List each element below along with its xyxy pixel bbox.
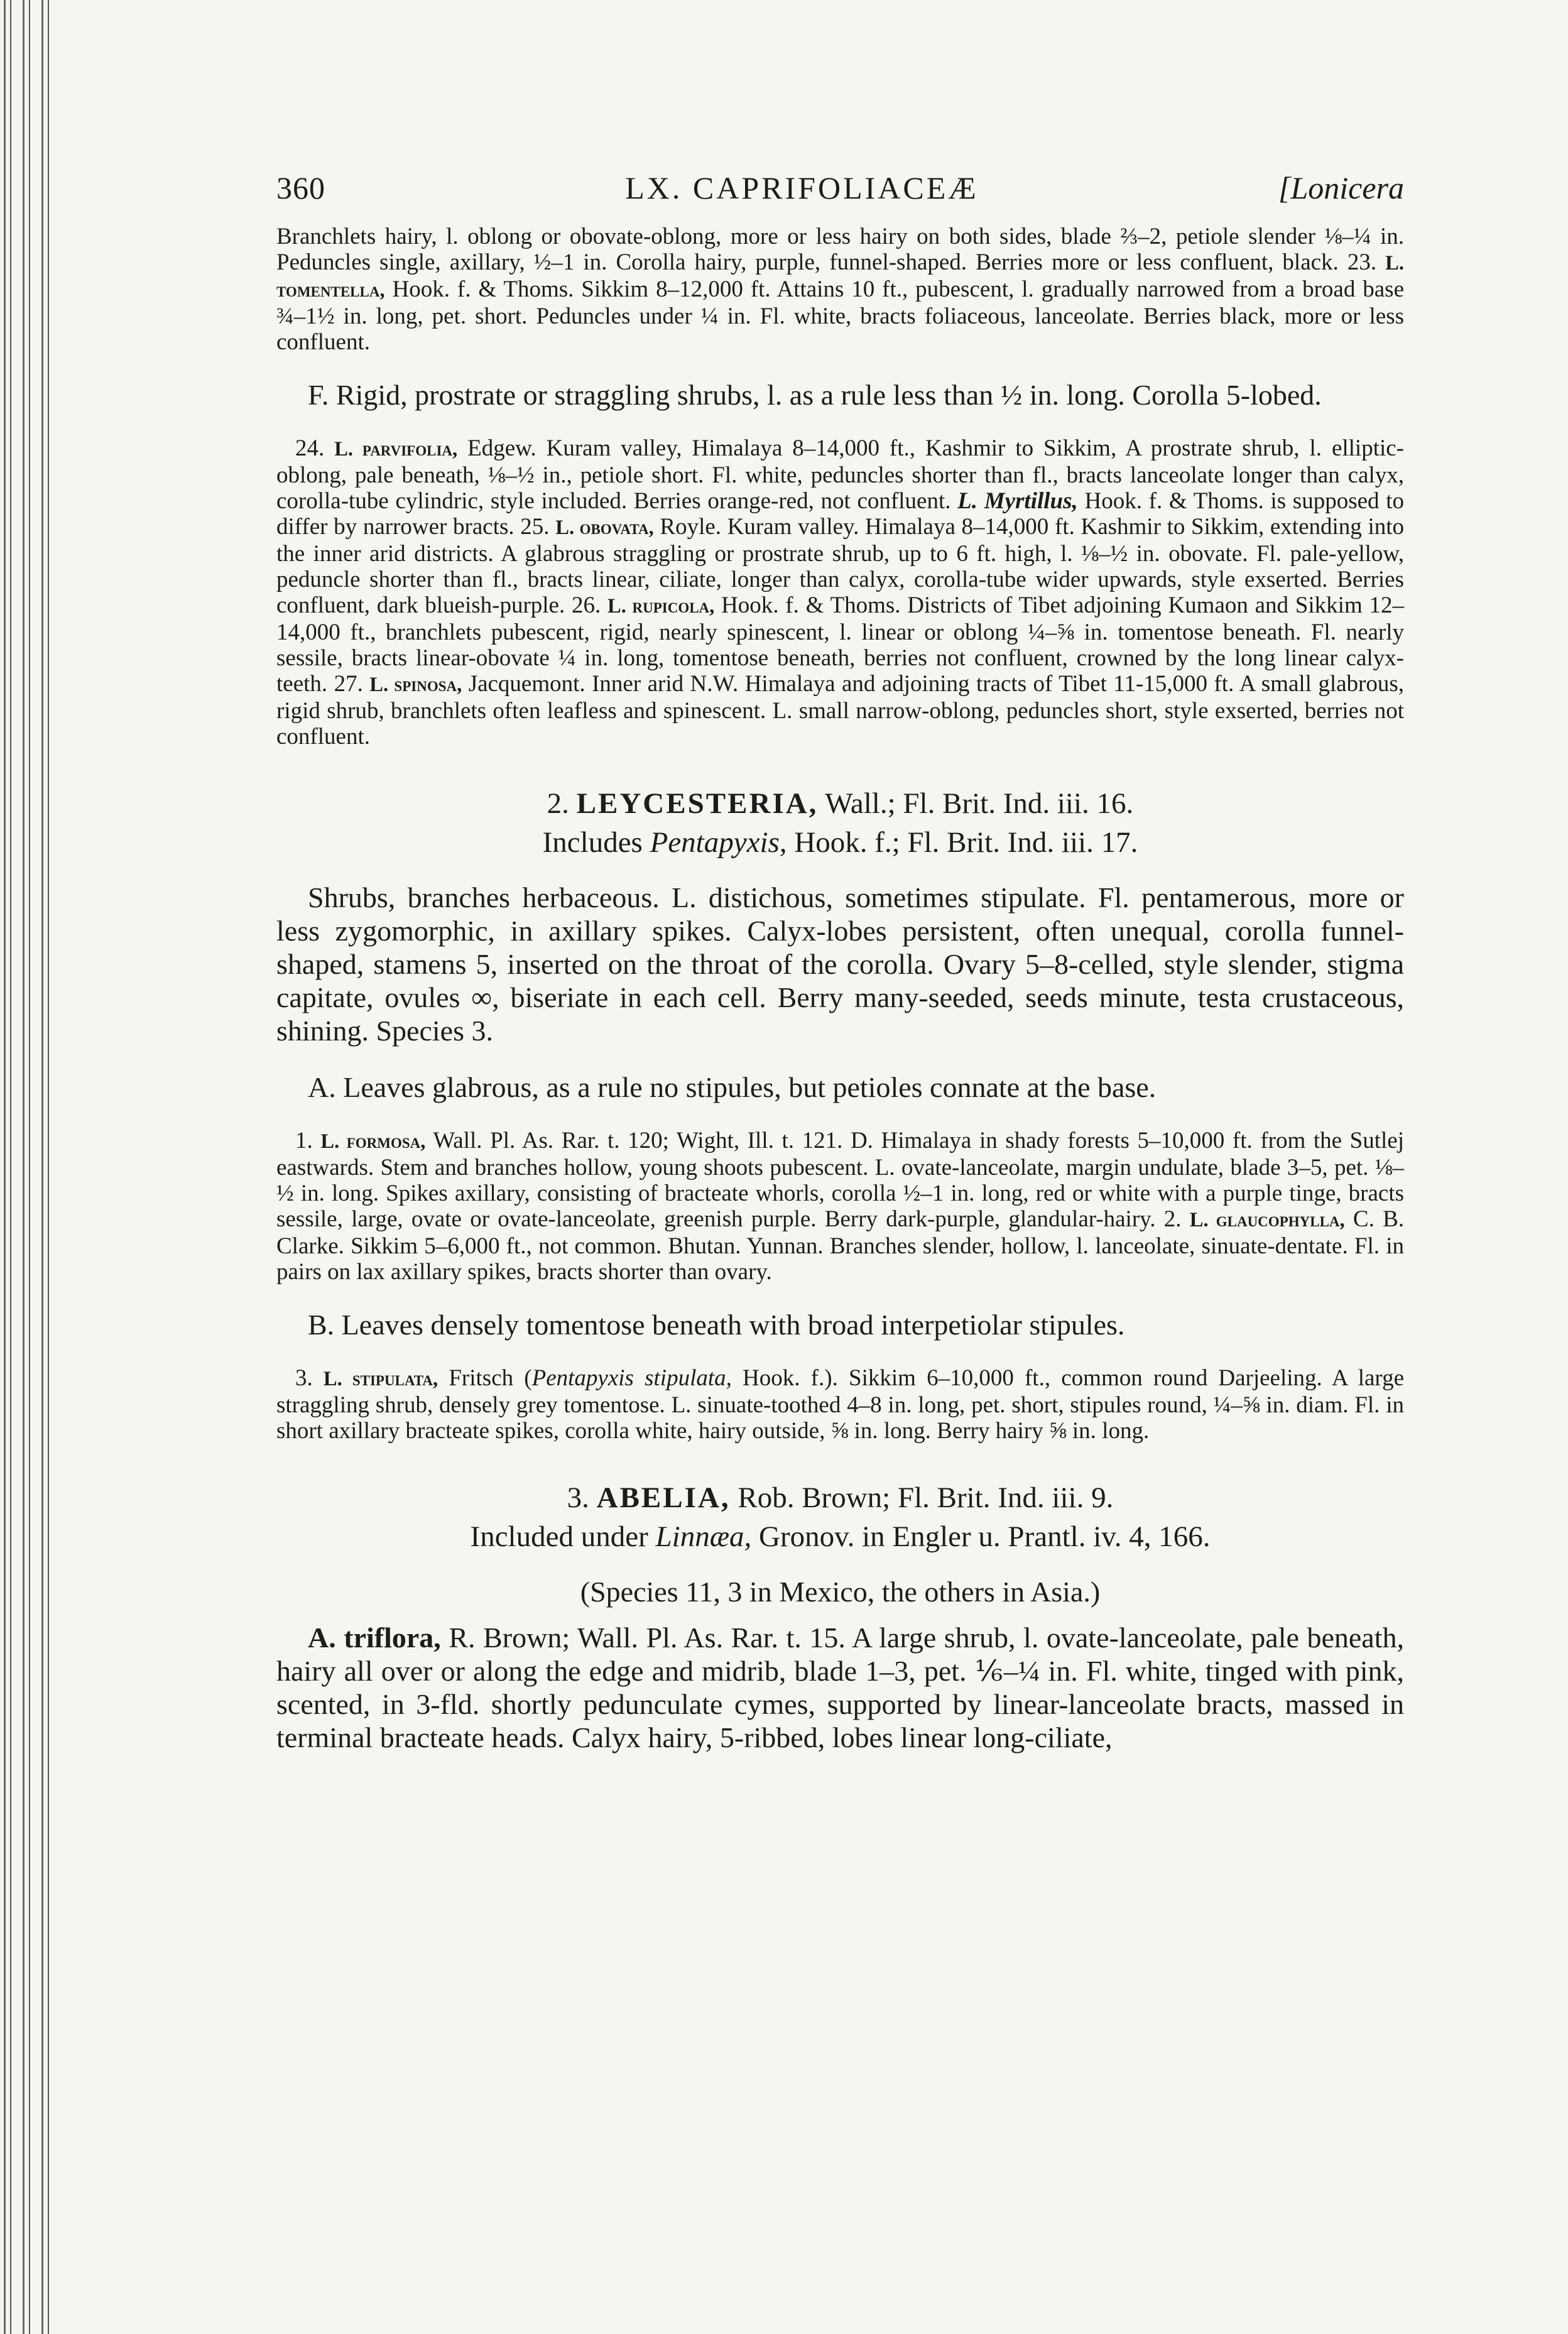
species-name: L. glaucophylla,	[1189, 1209, 1345, 1231]
species-name: L. obovata,	[555, 516, 654, 539]
page-number: 360	[276, 170, 325, 205]
species-1-2: 1. L. formosa, Wall. Pl. As. Rar. t. 120; Wight, Ill. t. 121. D. Himalaya in shady forests 5–10,000 ft. from the Sutlej eastwards. Stem and branches hollow, young shoots pubescent. L. ovate-lanceolate, margin undulate, blade 3–5, pet. ⅛–½ in. long. Spikes axillary, consisting of bracteate whorls, corolla ½–1 in. long, red or white with a purple tinge, bracts sessile, large, ovate or ovate-lanceolate, greenish purple. Berry dark-purple, glandular-hairy. 2. L. glaucophylla, C. B. Clarke. Sikkim 5–6,000 ft., not common. Bhutan. Yunnan. Branches slender, hollow, l. lanceolate, sinuate-dentate. Fl. in pairs on lax axillary spikes, bracts shorter than ovary.	[276, 1128, 1405, 1285]
species-name: L. tomentella,	[276, 252, 1404, 302]
species-3: 3. L. stipulata, Fritsch (Pentapyxis stipulata, Hook. f.). Sikkim 6–10,000 ft., common round Darjeeling. A large straggling shrub, densely grey tomentose. L. sinuate-toothed 4–8 in. long, pet. short, stipules round, ¼–⅝ in. diam. Fl. in short axillary bracteate spikes, corolla white, hairy outside, ⅝ in. long. Berry hairy ⅝ in. long.	[276, 1365, 1405, 1444]
species-name: L. Myrtillus,	[957, 488, 1078, 514]
key-section-A: A. Leaves glabrous, as a rule no stipules, but petioles connate at the base.	[308, 1071, 1157, 1103]
abelia-triflora-description: A. triflora, R. Brown; Wall. Pl. As. Rar. t. 15. A large shrub, l. ovate-lanceolate, pale beneath, hairy all over or along the edge and midrib, blade 1–3, pet. ⅙–¼ in. Fl. white, tinged with pink, scented, in 3-fld. shortly pedunculate cymes, supported by linear-lanceolate bracts, massed in terminal bracteate heads. Calyx hairy, 5-ribbed, lobes linear long-ciliate,	[276, 1622, 1404, 1753]
page-title: LX. CAPRIFOLIACEÆ	[625, 170, 979, 205]
species-note: (Species 11, 3 in Mexico, the others in Asia.)	[580, 1576, 1101, 1608]
genus-includes: Included under Linnæa, Gronov. in Engler u. Prantl. iv. 4, 166.	[470, 1520, 1211, 1553]
species-name: L. rupicola,	[607, 595, 715, 618]
genus-name: ABELIA,	[596, 1481, 731, 1514]
book-binding-edge	[0, 0, 57, 2334]
species-name: L. stipulata,	[323, 1368, 438, 1390]
lonicera-continuation: Branchlets hairy, l. oblong or obovate-oblong, more or less hairy on both sides, blade ⅔–2, petiole slender ⅛–¼ in. Peduncles single, axillary, ½–1 in. Corolla hairy, purple, funnel-shaped. Berries more or less confluent, black. 23. L. tomentella, Hook. f. & Thoms. Sikkim 8–12,000 ft. Attains 10 ft., pubescent, l. gradually narrowed from a broad base ¾–1½ in. long, pet. short. Peduncles under ¼ in. Fl. white, bracts foliaceous, lanceolate. Berries black, more or less confluent.	[276, 224, 1404, 355]
genus-heading-abelia: 3. ABELIA, Rob. Brown; Fl. Brit. Ind. iii. 9. Included under Linnæa, Gronov. in Engler u. Prantl. iv. 4, 166.	[276, 1478, 1404, 1556]
species-name: A. triflora,	[308, 1622, 441, 1654]
page	[276, 170, 1404, 1754]
genus-includes: Includes Pentapyxis, Hook. f.; Fl. Brit. Ind. iii. 17.	[542, 826, 1138, 859]
running-head: [Lonicera	[1278, 170, 1404, 205]
species-name: L. parvifolia,	[334, 438, 458, 461]
species-name: L. spinosa,	[369, 673, 462, 696]
page-header	[276, 170, 1404, 206]
key-section-F: F. Rigid, prostrate or straggling shrubs, l. as a rule less than ½ in. long. Corolla 5-lobed.	[308, 379, 1322, 411]
key-section-B: B. Leaves densely tomentose beneath with broad interpetiolar stipules.	[308, 1309, 1125, 1341]
species-name: L. formosa,	[320, 1130, 426, 1153]
genus-name: LEYCESTERIA,	[576, 787, 819, 820]
species-24-27: 24. L. parvifolia, Edgew. Kuram valley, Himalaya 8–14,000 ft., Kashmir to Sikkim, A prostrate shrub, l. elliptic-oblong, pale beneath, ⅛–½ in., petiole short. Fl. white, peduncles shorter than fl., bracts lanceolate longer than calyx, corolla-tube cylindric, style included. Berries orange-red, not confluent. L. Myrtillus, Hook. f. & Thoms. is supposed to differ by narrower bracts. 25. L. obovata, Royle. Kuram valley. Himalaya 8–14,000 ft. Kashmir to Sikkim, extending into the inner arid districts. A glabrous straggling or prostrate shrub, up to 6 ft. high, l. ⅛–½ in. obovate. Fl. pale-yellow, peduncle shorter than fl., bracts linear, ciliate, longer than calyx, corolla-tube wider upwards, style exserted. Berries confluent, dark blueish-purple. 26. L. rupicola, Hook. f. & Thoms. Districts of Tibet adjoining Kumaon and Sikkim 12–14,000 ft., branchlets pubescent, rigid, nearly spinescent, l. linear or oblong ¼–⅝ in. tomentose beneath. Fl. nearly sessile, bracts linear-obovate ¼ in. long, tomentose beneath, berries not confluent, crowned by the long linear calyx-teeth. 27. L. spinosa, Jacquemont. Inner arid N.W. Himalaya and adjoining tracts of Tibet 11-15,000 ft. A small glabrous, rigid shrub, branchlets often leafless and spinescent. L. small narrow-oblong, peduncles short, style exserted, berries not confluent.	[276, 435, 1405, 750]
genus-description: Shrubs, branches herbaceous. L. distichous, sometimes stipulate. Fl. pentamerous, more or less zygomorphic, in axillary spikes. Calyx-lobes persistent, often unequal, corolla funnel-shaped, stamens 5, inserted on the throat of the corolla. Ovary 5–8-celled, style slender, stigma capitate, ovules ∞, biseriate in each cell. Berry many-seeded, seeds minute, testa crustaceous, shining. Species 3.	[276, 881, 1404, 1047]
genus-heading-leycesteria: 2. LEYCESTERIA, Wall.; Fl. Brit. Ind. iii. 16. Includes Pentapyxis, Hook. f.; Fl. Brit. Ind. iii. 17.	[276, 784, 1404, 862]
